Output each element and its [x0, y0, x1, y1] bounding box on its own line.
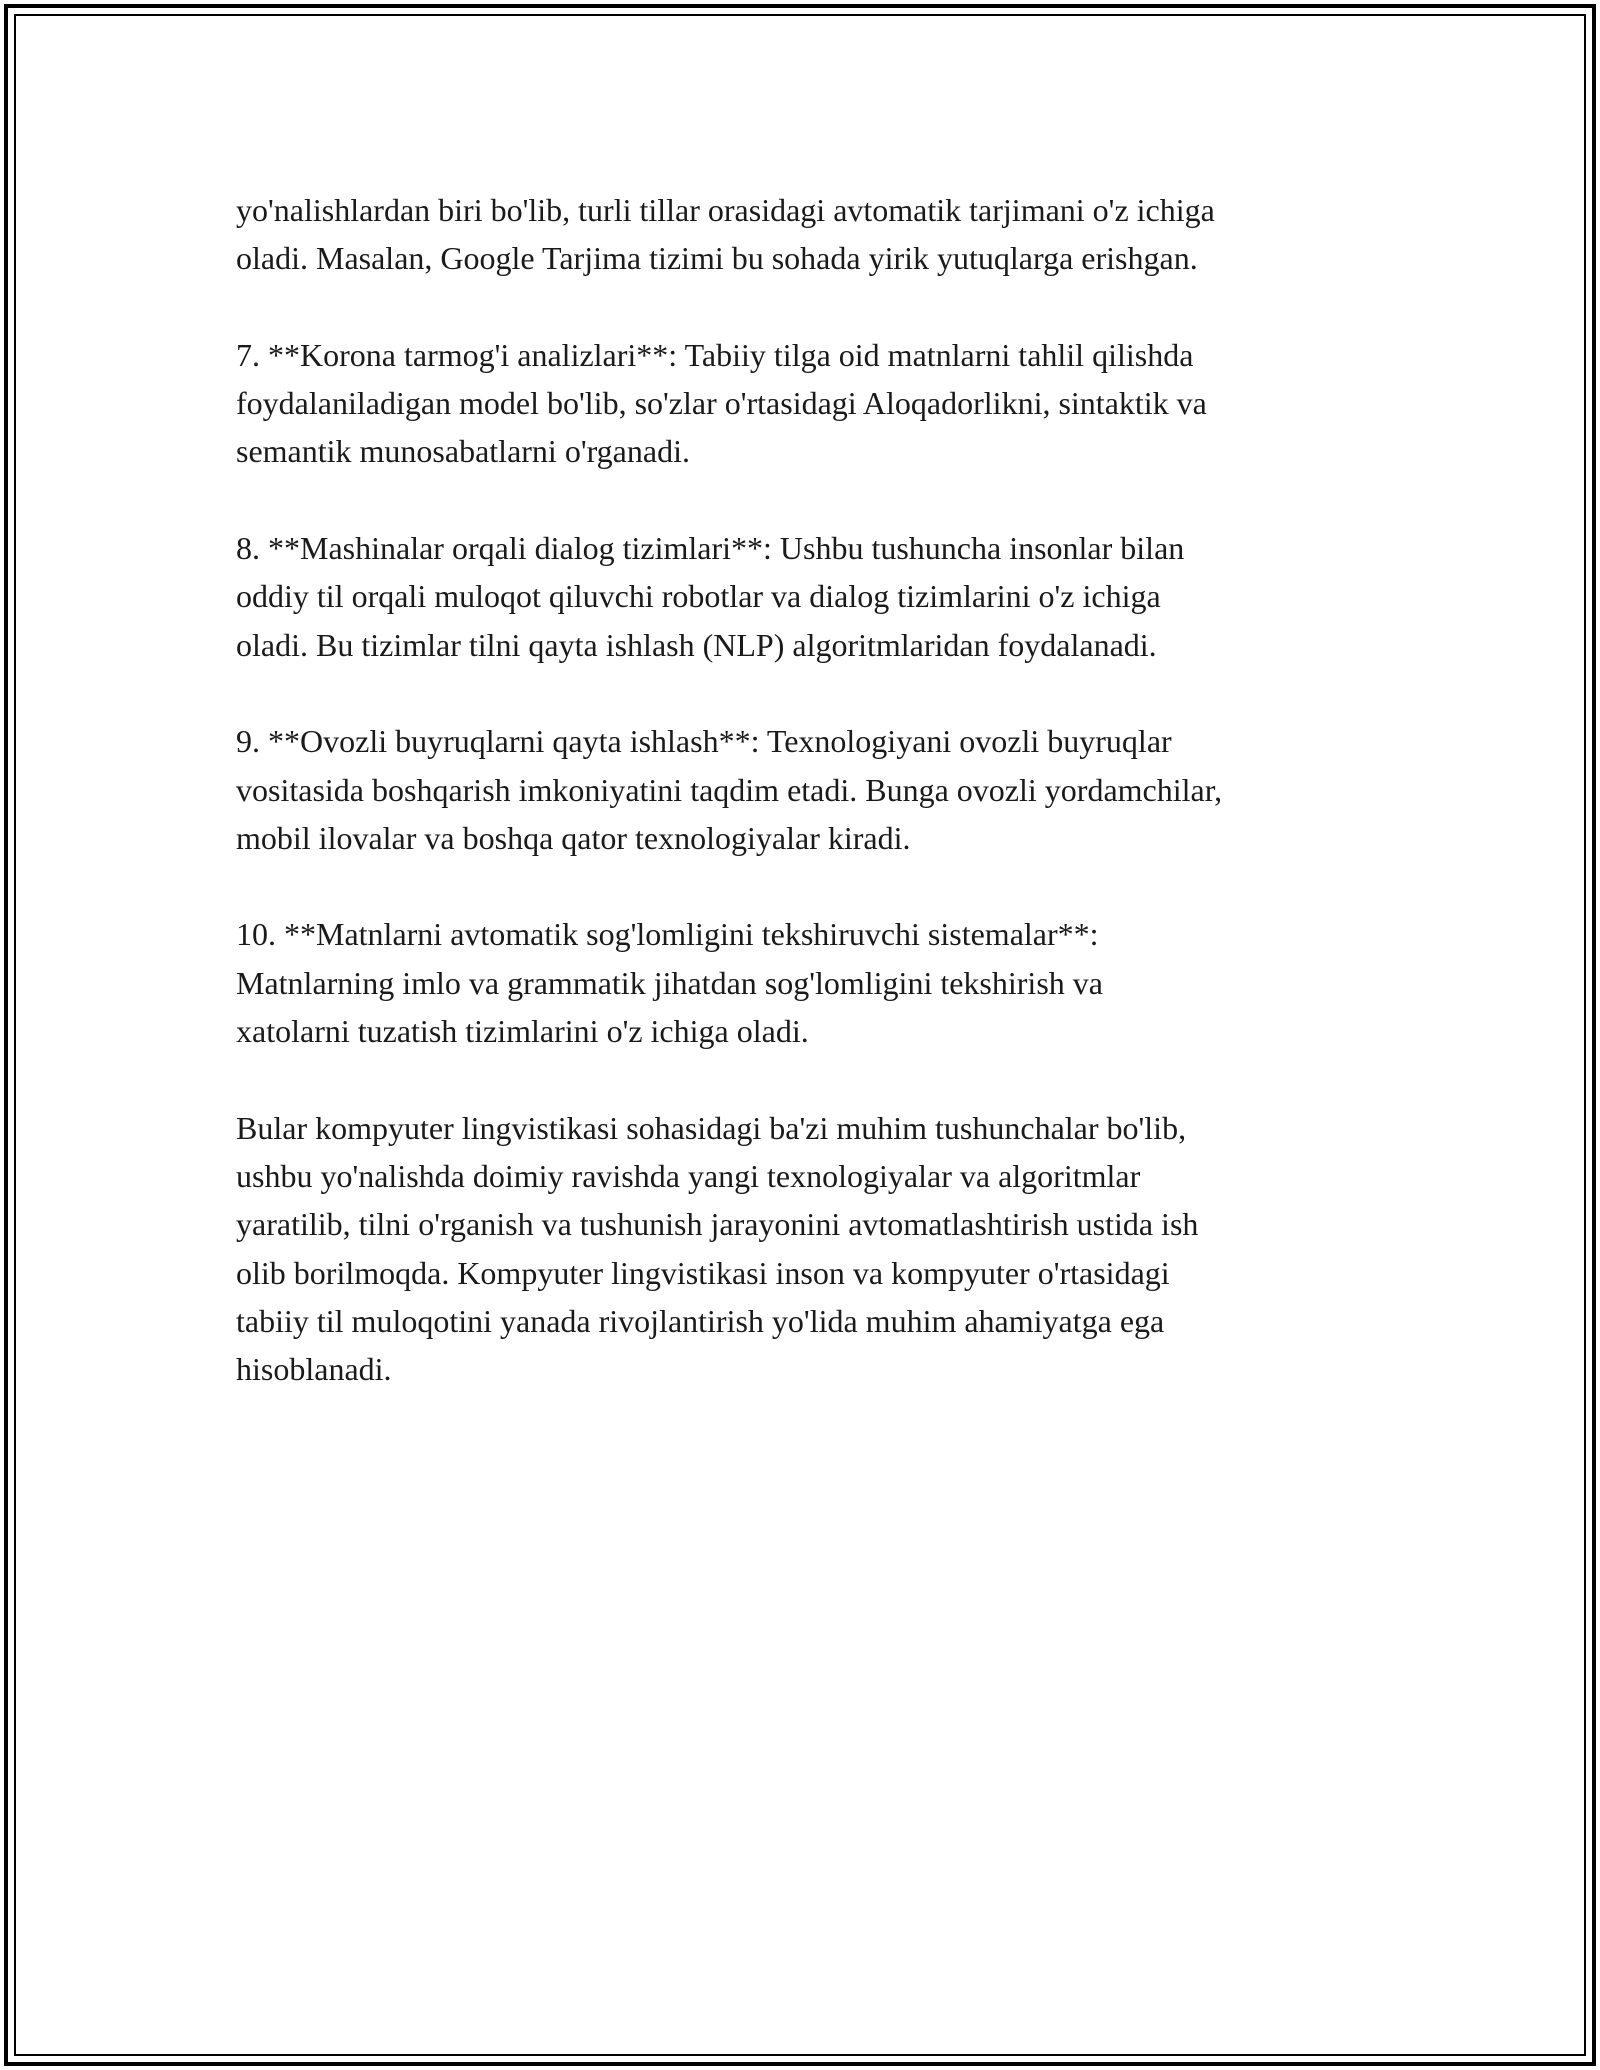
text-line: vositasida boshqarish imkoniyatini taqdim etadi. Bunga ovozli yordamchilar, — [236, 771, 1223, 808]
document-body — [236, 186, 1386, 1442]
text-line: Matnlarning imlo va grammatik jihatdan sog'lomligini tekshirish va — [236, 964, 1103, 1001]
paragraph-item-8 — [236, 524, 1386, 669]
text-line: mobil ilovalar va boshqa qator texnologiyalar kiradi. — [236, 819, 911, 856]
text-line: yo'nalishlardan biri bo'lib, turli tillar orasidagi avtomatik tarjimani o'z ichiga — [236, 192, 1215, 228]
text-line: tabiiy til muloqotini yanada rivojlantirish yo'lida muhim ahamiyatga ega — [236, 1302, 1165, 1339]
paragraph-item-9 — [236, 717, 1386, 862]
text-line: 8. **Mashinalar orqali dialog tizimlari**: Ushbu tushuncha insonlar bilan — [236, 530, 1185, 567]
paragraph-machine-translation — [236, 186, 1386, 283]
text-line: 10. **Matnlarni avtomatik sog'lomligini tekshiruvchi sistemalar**: — [236, 916, 1099, 953]
text-line: oddiy til orqali muloqot qiluvchi robotlar va dialog tizimlarini o'z ichiga — [236, 578, 1161, 615]
text-line: xatolarni tuzatish tizimlarini o'z ichiga oladi. — [236, 1013, 809, 1050]
text-line: oladi. Bu tizimlar tilni qayta ishlash (NLP) algoritmlaridan foydalanadi. — [236, 626, 1157, 663]
text-line: yaratilib, tilni o'rganish va tushunish jarayonini avtomatlashtirish ustida ish — [236, 1206, 1199, 1243]
text-line: 9. **Ovozli buyruqlarni qayta ishlash**: Texnologiyani ovozli buyruqlar — [236, 723, 1172, 760]
text-line: Bular kompyuter lingvistikasi sohasidagi ba'zi muhim tushunchalar bo'lib, — [236, 1109, 1187, 1146]
text-line: olib borilmoqda. Kompyuter lingvistikasi inson va kompyuter o'rtasidagi — [236, 1254, 1170, 1291]
text-line: ushbu yo'nalishda doimiy ravishda yangi texnologiyalar va algoritmlar — [236, 1157, 1141, 1194]
paragraph-conclusion — [236, 1104, 1386, 1394]
paragraph-item-10 — [236, 910, 1386, 1055]
text-line: oladi. Masalan, Google Tarjima tizimi bu sohada yirik yutuqlarga erishgan. — [236, 240, 1198, 277]
paragraph-item-7 — [236, 331, 1386, 476]
text-line: semantik munosabatlarni o'rganadi. — [236, 433, 690, 470]
text-line: 7. **Korona tarmog'i analizlari**: Tabiiy tilga oid matnlarni tahlil qilishda — [236, 336, 1194, 373]
text-line: foydalaniladigan model bo'lib, so'zlar o'rtasidagi Aloqadorlikni, sintaktik va — [236, 385, 1207, 422]
text-line: hisoblanadi. — [236, 1351, 392, 1388]
